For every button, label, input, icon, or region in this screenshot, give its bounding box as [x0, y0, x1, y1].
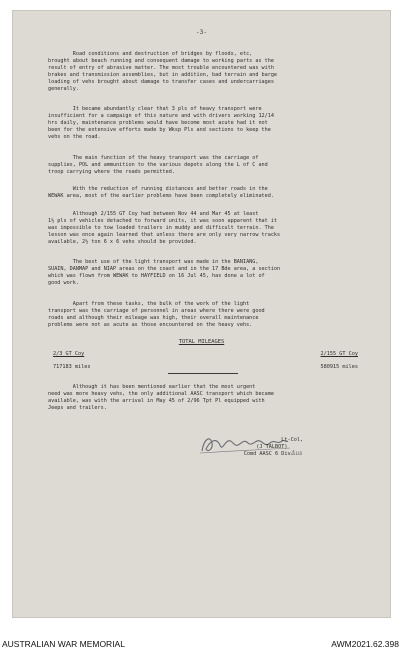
- mileage-right-unit: 2/155 GT Coy: [320, 351, 358, 357]
- paragraph-road-conditions: Road conditions and destruction of bridges by floods, etc, brought about beach running and consequent damage to working parts as the result of entry of abrasive matter. The most trouble encountered was with brakes and transmission assemblies, but in addition, bad terrain and barge loading of vehs brought about damage to transfer cases and undercarriages generally.: [48, 51, 278, 92]
- paragraph-personnel-carriage: Apart from these tasks, the bulk of the work of the light transport was the carriage of personnel in areas where there were good roads and although their mileage was high, their overall maintenance problems were not as acute as those encountered on the heavy vehs.: [48, 301, 265, 328]
- page-number: -3-: [195, 29, 208, 36]
- footer-bar: [0, 636, 403, 653]
- paragraph-light-transport: The best use of the light transport was made in the BANIANG, SUAIN, DANMAP and NIAP areas on the coast and in the 17 Bde area, a section which was flown from WEWAK to HAYFIELD on 16 Jul 45, has done a lot of good work.: [48, 259, 281, 286]
- paragraph-wewak-area: With the reduction of running distances and better roads in the WEWAK area, most of the earlier problems have been completely eliminated.: [48, 186, 274, 199]
- paragraph-detached-vehicles: Although 2/155 GT Coy had between Nov 44 and Mar 45 at least 1½ pls of vehicles detached to forward units, it was soon apparent that it was impossible to tow loaded trailers in muddy and difficult terrain. The lesson was once again learned that unless there are only very narrow tracks available, 2½ ton 6 x 6 vehs should be provided.: [48, 211, 281, 245]
- paragraph-main-function: The main function of the heavy transport was the carriage of supplies, POL and ammunition to the various depots along the L of C and troop carrying where the roads permitted.: [48, 155, 268, 175]
- handwritten-annotation: Aus: [291, 450, 303, 457]
- paragraph-additional-transport: Although it has been mentioned earlier that the most urgent need was more heavy vehs, the only additional AASC transport which became available, was with the arrival in May 45 of 2/96 Tpt Pl equipped with Jeeps and trailers.: [48, 384, 274, 411]
- footer-accession-number: AWM2021.62.398: [331, 639, 399, 649]
- mileage-right-value: 580915 miles: [320, 363, 358, 370]
- footer-institution: AUSTRALIAN WAR MEMORIAL: [2, 639, 125, 649]
- paragraph-heavy-transport-insufficient: It became abundantly clear that 3 pls of heavy transport were insufficient for a campaign of this nature and with drivers working 12/14 hrs daily, maintenance problems would have become most acute had it not been for the extensive efforts made by Wksp Pls and sections to keep the vehs on the road.: [48, 106, 274, 140]
- mileage-left-unit: 2/3 GT Coy: [53, 351, 85, 357]
- mileage-right: [321, 351, 358, 371]
- document-page: [12, 10, 391, 618]
- signature-block: Lt-Col, (J TALBOT) Comd AASC 6 Div.: [243, 437, 304, 458]
- mileages-heading: TOTAL MILEAGES: [178, 339, 225, 345]
- mileage-left-value: 717183 miles: [53, 363, 91, 370]
- section-divider: [168, 373, 238, 374]
- mileage-left: [53, 351, 90, 371]
